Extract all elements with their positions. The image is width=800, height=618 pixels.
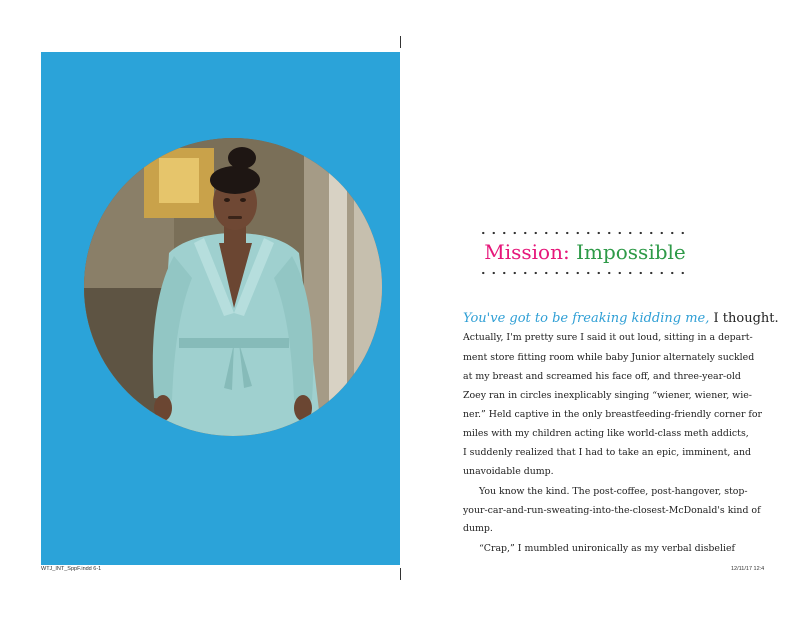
lead-italic: You've got to be freaking kidding me, bbox=[463, 311, 710, 326]
title-dots-bottom bbox=[478, 271, 688, 275]
body-line: You know the kind. The post-coffee, post-hangover, stop- bbox=[479, 486, 748, 497]
woman-in-bathrobe-illustration bbox=[84, 138, 382, 436]
slug-file-info: WTJ_INT_SppF.indd 6-1 bbox=[41, 566, 102, 572]
lead-sentence bbox=[463, 310, 779, 328]
body-line: I suddenly realized that I had to take an epic, imminent, and bbox=[463, 447, 751, 458]
crop-mark-bottom bbox=[400, 568, 401, 580]
circular-photo bbox=[84, 138, 382, 436]
slug-date-info: 12/11/17 12:4 bbox=[731, 566, 765, 572]
body-line: dump. bbox=[463, 523, 493, 534]
body-line: your-car-and-run-sweating-into-the-closest-McDonald's kind of bbox=[463, 505, 761, 516]
chapter-title-part1: Mission: bbox=[484, 240, 570, 264]
body-line: ment store fitting room while baby Junior alternately suckled bbox=[463, 352, 755, 363]
body-line: at my breast and screamed his face off, and three-year-old bbox=[463, 371, 741, 382]
body-line: unavoidable dump. bbox=[463, 466, 554, 477]
crop-mark-top bbox=[400, 36, 401, 48]
photo-panel bbox=[41, 52, 400, 565]
body-line: Actually, I'm pretty sure I said it out loud, sitting in a depart- bbox=[463, 332, 753, 343]
body-line: miles with my children acting like world-class meth addicts, bbox=[463, 428, 749, 439]
lead-rest: I thought. bbox=[709, 311, 779, 326]
chapter-title-part2: Impossible bbox=[576, 240, 686, 264]
body-line: “Crap,” I mumbled unironically as my verbal disbelief bbox=[479, 543, 735, 554]
title-dots-top bbox=[478, 231, 688, 235]
body-line: Zoey ran in circles inexplicably singing “wiener, wiener, wie- bbox=[463, 390, 752, 401]
body-line: ner.” Held captive in the only breastfeeding-friendly corner for bbox=[463, 409, 763, 420]
chapter-title bbox=[440, 240, 730, 264]
